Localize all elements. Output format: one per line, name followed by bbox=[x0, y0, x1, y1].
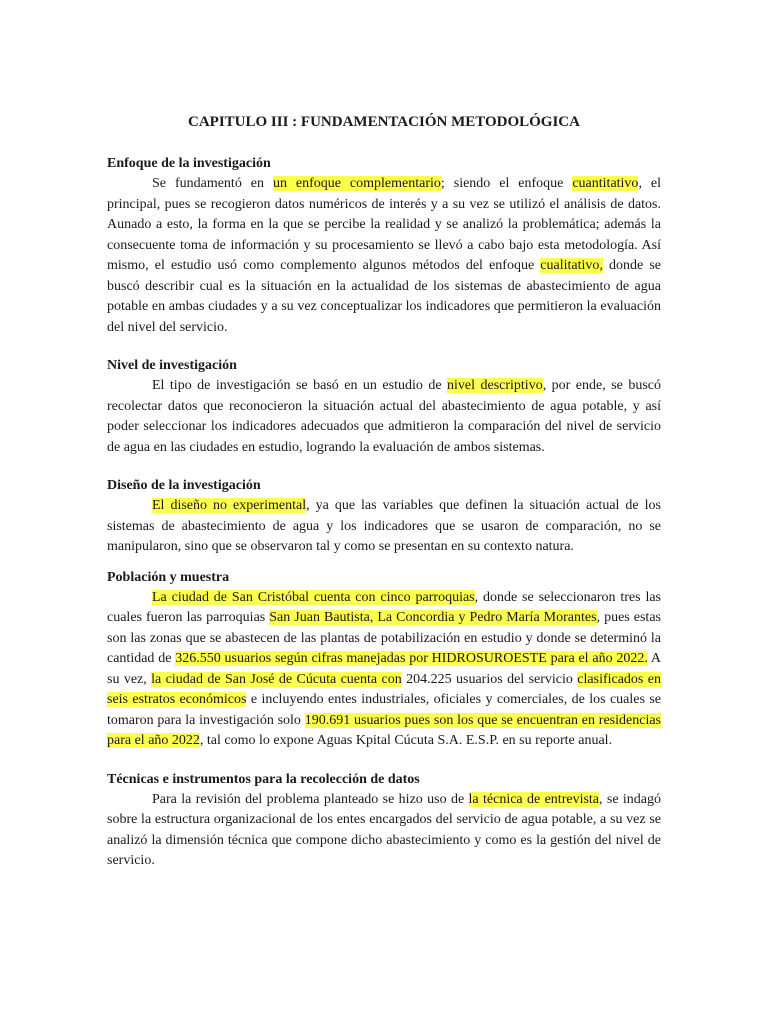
section-paragraph bbox=[107, 376, 661, 458]
section-heading: Enfoque de la investigación bbox=[107, 156, 271, 171]
section-heading: Diseño de la investigación bbox=[107, 478, 261, 493]
body-text: , por ende, se buscó recolectar datos que reconocieron la situación actual del abastecimiento de agua potable, y así poder seleccionar los indicadores adecuados que admitieron la comparación del nivel de servicio de agua en las ciudades en estudio, logrando la evaluación de ambos sistemas. bbox=[107, 378, 662, 455]
body-text: , el principal, pues se recogieron datos numéricos de interés y a su vez se utilizó el análisis de datos. Aunado a esto, la forma en la que se percibe la realidad y se analizó la problemática; además la consecuente toma de información y su procesamiento se llevó a cabo bajo esta metodología. Así mismo, el estudio usó como complemento algunos métodos del enfoque bbox=[107, 176, 661, 273]
highlighted-text: la técnica de entrevista bbox=[468, 791, 600, 807]
highlighted-text: un enfoque complementario bbox=[272, 176, 441, 191]
body-text: Para la revisión del problema planteado se hizo uso de bbox=[152, 791, 469, 807]
section-paragraph bbox=[107, 790, 661, 872]
highlighted-text: cuantitativo bbox=[572, 176, 639, 191]
sections-container bbox=[107, 154, 661, 872]
section-paragraph bbox=[107, 174, 661, 338]
body-text: , se indagó sobre la estructura organizacional de los entes encargados del servicio de agua potable, a su vez se analizó la dimensión técnica que compone dicho abastecimiento y como es la gestión del nivel de servicio. bbox=[107, 791, 662, 868]
highlighted-text: San Juan Bautista, La Concordia y Pedro María Morantes bbox=[269, 610, 597, 625]
section-paragraph bbox=[107, 588, 661, 752]
highlighted-text: la ciudad de San José de Cúcuta cuenta con bbox=[151, 671, 402, 687]
body-text: El tipo de investigación se basó en un estudio de bbox=[152, 378, 448, 393]
body-text: 204.225 usuarios del servicio bbox=[401, 671, 578, 687]
body-text: ; siendo el enfoque bbox=[440, 176, 573, 191]
section-heading: Población y muestra bbox=[107, 569, 230, 585]
body-text: , ya que las variables que definen la situación actual de los sistemas de abastecimiento de agua y los indicadores que se usaron de comparación, no se manipularon, sino que se observaron tal y como se presentan en su contexto natura. bbox=[107, 498, 661, 554]
section bbox=[107, 770, 661, 872]
chapter-title: CAPITULO III : FUNDAMENTACIÓN METODOLÓGICA bbox=[188, 114, 580, 130]
section bbox=[107, 356, 661, 458]
section bbox=[107, 568, 661, 752]
body-text: donde se buscó describir cual es la situación en la actualidad de los sistemas de abastecimiento de agua potable en ambas ciudades y a su vez conceptualizar los indicadores que permitieron la evaluación del nivel del servicio. bbox=[107, 258, 661, 335]
highlighted-text: cualitativo, bbox=[540, 258, 603, 273]
highlighted-text: clasificados en seis estratos económicos bbox=[107, 671, 661, 707]
body-text: , donde se seleccionaron tres las cuales fueron las parroquias bbox=[107, 589, 661, 625]
highlighted-text: La ciudad de San Cristóbal cuenta con cinco parroquias bbox=[152, 589, 475, 605]
section bbox=[107, 476, 661, 558]
section bbox=[107, 154, 661, 338]
highlighted-text: 190.691 usuarios pues son los que se encuentran en residencias para el año 2022 bbox=[107, 712, 661, 748]
highlighted-text: El diseño no experimental bbox=[152, 498, 307, 513]
body-text: , tal como lo expone Aguas Kpital Cúcuta S.A. E.S.P. en su reporte anual. bbox=[199, 733, 613, 748]
body-text: Se fundamentó en bbox=[152, 176, 273, 191]
highlighted-text: 326.550 usuarios según cifras manejadas por HIDROSUROESTE para el año 2022. bbox=[175, 651, 648, 666]
highlighted-text: nivel descriptivo bbox=[447, 378, 543, 393]
section-heading: Nivel de investigación bbox=[107, 358, 237, 373]
body-text: A su vez, bbox=[107, 651, 662, 687]
body-text: e incluyendo entes industriales, oficiales y comerciales, de los cuales se tomaron para la investigación solo bbox=[107, 692, 661, 728]
section-heading: Técnicas e instrumentos para la recolección de datos bbox=[107, 771, 420, 787]
section-paragraph bbox=[107, 496, 661, 558]
body-text: , pues estas son las zonas que se abastecen de las plantas de potabilización en estudio y donde se determinó la cantidad de bbox=[107, 610, 661, 666]
